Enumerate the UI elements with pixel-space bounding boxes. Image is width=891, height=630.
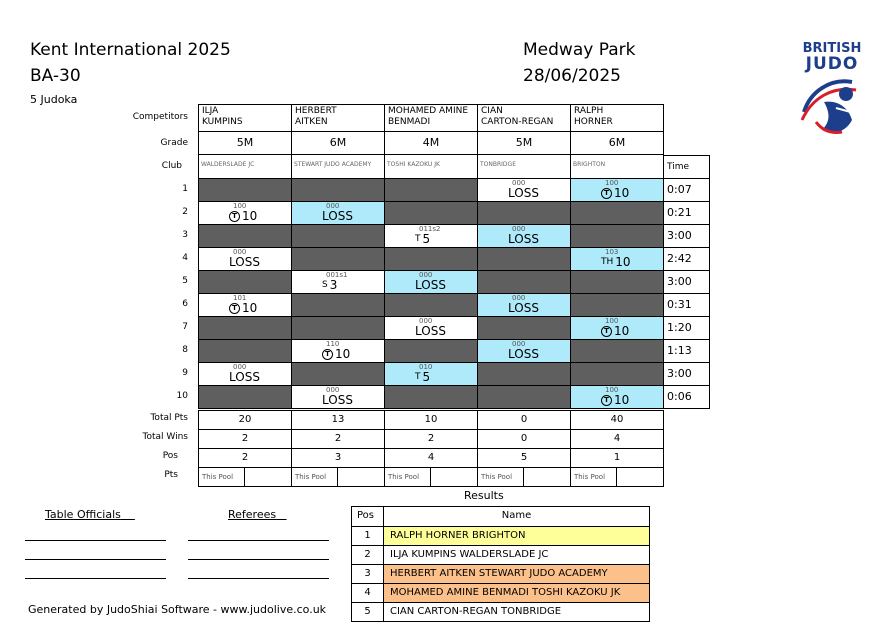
total-wins-cell: 4 — [570, 429, 664, 449]
british-judo-logo — [796, 42, 868, 146]
official-signature-line — [25, 578, 166, 579]
this-pool-cell: This Pool — [570, 467, 617, 487]
result-text: 10 — [614, 393, 630, 407]
score-code: 011s2 — [419, 225, 441, 233]
match-number: 5 — [182, 276, 188, 286]
match-cell — [570, 316, 664, 340]
results-pos-header: Pos — [351, 506, 384, 527]
competitor-last-name: HORNER — [574, 117, 613, 127]
match-cell — [291, 339, 385, 363]
competitor-grade: 6M — [570, 131, 664, 155]
competitor-first-name: ILJA — [202, 106, 219, 116]
result-pos: 5 — [351, 602, 384, 622]
competitor-name-cell — [198, 104, 292, 132]
match-cell — [198, 201, 292, 225]
result-text: 10 — [614, 324, 630, 338]
match-cell — [477, 178, 571, 202]
match-result — [322, 209, 353, 223]
match-time: 3:00 — [663, 270, 710, 294]
match-cell — [570, 224, 664, 248]
competitor-club: BRIGHTON — [570, 154, 664, 179]
match-time: 0:31 — [663, 293, 710, 317]
score-code: 000 — [233, 248, 247, 256]
match-result — [508, 232, 539, 246]
match-result — [601, 255, 631, 269]
match-cell — [384, 316, 478, 340]
match-cell — [477, 224, 571, 248]
score-code: 001s1 — [326, 271, 348, 279]
competitor-club: TONBRIDGE — [477, 154, 571, 179]
match-cell — [477, 362, 571, 386]
competitor-first-name: CIAN — [481, 106, 503, 116]
match-cell — [570, 339, 664, 363]
pool-points-cell — [616, 467, 664, 487]
result-text: 10 — [614, 186, 630, 200]
competitor-last-name: KUMPINS — [202, 117, 243, 127]
match-cell — [477, 385, 571, 409]
match-cell — [570, 201, 664, 225]
competitor-name-cell — [291, 104, 385, 132]
result-name: RALPH HORNER BRIGHTON — [383, 526, 650, 546]
result-text: 10 — [242, 301, 258, 315]
match-cell — [384, 224, 478, 248]
result-name: MOHAMED AMINE BENMADI TOSHI KAZOKU JK — [383, 583, 650, 603]
score-code: 000 — [419, 271, 433, 279]
total-pts-cell: 20 — [198, 410, 292, 430]
result-text: LOSS — [229, 370, 260, 384]
match-number: 3 — [182, 230, 188, 240]
competitor-last-name: CARTON-REGAN — [481, 117, 554, 127]
match-result — [415, 370, 430, 384]
referee-signature-line — [188, 540, 329, 541]
result-text: LOSS — [415, 324, 446, 338]
competitor-name-cell — [384, 104, 478, 132]
match-result — [229, 370, 260, 384]
competitor-first-name: RALPH — [574, 106, 604, 116]
footer-credit: Generated by JudoShiai Software - www.judolive.co.uk — [28, 603, 327, 616]
result-text: LOSS — [508, 186, 539, 200]
match-cell — [198, 385, 292, 409]
match-cell — [291, 247, 385, 271]
result-pos: 1 — [351, 526, 384, 546]
match-cell — [570, 293, 664, 317]
match-cell — [384, 362, 478, 386]
result-name: HERBERT AITKEN STEWART JUDO ACADEMY — [383, 564, 650, 584]
match-cell — [198, 316, 292, 340]
competitor-grade: 6M — [291, 131, 385, 155]
match-time: 0:07 — [663, 178, 710, 202]
score-code: 100 — [605, 179, 619, 187]
result-pos: 3 — [351, 564, 384, 584]
score-code: 000 — [326, 202, 340, 210]
pos-cell: 2 — [198, 448, 292, 468]
club-label: Club — [161, 161, 182, 171]
match-cell — [198, 362, 292, 386]
score-code: 000 — [512, 179, 526, 187]
match-number: 7 — [182, 322, 188, 332]
match-cell — [477, 201, 571, 225]
match-result — [415, 278, 446, 292]
result-pos: 4 — [351, 583, 384, 603]
ippon-icon: T — [601, 326, 612, 337]
results-heading: Results — [464, 489, 504, 502]
result-text: LOSS — [322, 209, 353, 223]
result-text: LOSS — [508, 301, 539, 315]
match-cell — [570, 385, 664, 409]
result-text: LOSS — [229, 255, 260, 269]
match-cell — [198, 339, 292, 363]
competitor-grade: 4M — [384, 131, 478, 155]
match-cell — [198, 224, 292, 248]
match-time: 2:42 — [663, 247, 710, 271]
this-pool-cell: This Pool — [291, 467, 338, 487]
match-number: 10 — [176, 391, 188, 401]
match-number: 1 — [182, 184, 188, 194]
referees-label: Referees — [228, 508, 277, 521]
match-result — [415, 232, 430, 246]
category-label: BA-30 — [30, 66, 81, 86]
competitor-last-name: BENMADI — [388, 117, 431, 127]
match-cell — [570, 270, 664, 294]
ippon-icon: T — [322, 349, 333, 360]
date-label: 28/06/2025 — [523, 66, 621, 86]
result-text: LOSS — [415, 278, 446, 292]
ippon-icon: T — [601, 395, 612, 406]
match-number: 6 — [182, 299, 188, 309]
match-cell — [570, 178, 664, 202]
match-result — [601, 324, 629, 338]
match-cell — [570, 362, 664, 386]
match-result — [508, 301, 539, 315]
match-result — [415, 324, 446, 338]
result-text: 10 — [615, 255, 631, 269]
match-cell — [384, 178, 478, 202]
result-pos: 2 — [351, 545, 384, 565]
logo-text-line2: JUDO — [805, 54, 859, 74]
event-title: Kent International 2025 — [30, 40, 231, 60]
result-text: 10 — [335, 347, 351, 361]
table-officials-label: Table Officials — [45, 508, 121, 521]
match-result — [229, 255, 260, 269]
competitor-grade: 5M — [477, 131, 571, 155]
match-cell — [384, 201, 478, 225]
match-cell — [384, 385, 478, 409]
competitor-last-name: AITKEN — [295, 117, 328, 127]
total-pts-cell: 10 — [384, 410, 478, 430]
total-pts-cell: 0 — [477, 410, 571, 430]
match-cell — [291, 385, 385, 409]
pos-label: Pos — [162, 451, 178, 461]
ippon-icon: T — [229, 211, 240, 222]
score-code: 103 — [605, 248, 619, 256]
official-signature-line — [25, 559, 166, 560]
logo-text-line1: BRITISH — [802, 41, 862, 56]
competitor-first-name: MOHAMED AMINE — [388, 106, 469, 116]
pool-points-cell — [337, 467, 385, 487]
score-code: 100 — [605, 386, 619, 394]
pos-cell: 1 — [570, 448, 664, 468]
competitor-club: STEWART JUDO ACADEMY — [291, 154, 385, 179]
judo-figure-icon — [796, 72, 868, 142]
match-cell — [477, 270, 571, 294]
match-time: 0:06 — [663, 385, 710, 409]
score-code: 000 — [512, 340, 526, 348]
score-prefix: S — [322, 280, 328, 290]
pts-label: Pts — [164, 470, 178, 480]
pos-cell: 5 — [477, 448, 571, 468]
result-name: ILJA KUMPINS WALDERSLADE JC — [383, 545, 650, 565]
match-cell — [291, 362, 385, 386]
match-time: 1:13 — [663, 339, 710, 363]
match-time: 0:21 — [663, 201, 710, 225]
total-wins-cell: 0 — [477, 429, 571, 449]
match-time: 3:00 — [663, 362, 710, 386]
ippon-icon: T — [229, 303, 240, 314]
total-wins-cell: 2 — [198, 429, 292, 449]
match-cell — [384, 270, 478, 294]
score-code: 101 — [233, 294, 247, 302]
score-code: 100 — [605, 317, 619, 325]
pool-points-cell — [430, 467, 478, 487]
pos-cell: 4 — [384, 448, 478, 468]
match-cell — [384, 293, 478, 317]
competitor-name-cell — [477, 104, 571, 132]
competitor-club: WALDERSLADE JC — [198, 154, 292, 179]
match-result — [322, 347, 350, 361]
competitor-club: TOSHI KAZOKU JK — [384, 154, 478, 179]
match-time: 3:00 — [663, 224, 710, 248]
match-result — [229, 301, 257, 315]
match-cell — [291, 178, 385, 202]
judoka-count: 5 Judoka — [30, 93, 78, 106]
result-text: LOSS — [508, 232, 539, 246]
competitor-grade: 5M — [198, 131, 292, 155]
result-text: 5 — [422, 370, 431, 384]
match-number: 9 — [182, 368, 188, 378]
score-code: 100 — [233, 202, 247, 210]
match-cell — [291, 270, 385, 294]
referee-signature-line — [188, 578, 329, 579]
total-wins-label: Total Wins — [142, 432, 188, 442]
match-time: 1:20 — [663, 316, 710, 340]
referee-signature-line — [188, 559, 329, 560]
match-cell — [198, 270, 292, 294]
total-pts-label: Total Pts — [150, 413, 188, 423]
result-text: LOSS — [508, 347, 539, 361]
match-cell — [291, 224, 385, 248]
grade-label: Grade — [160, 138, 188, 148]
this-pool-cell: This Pool — [477, 467, 524, 487]
competitor-name-cell — [570, 104, 664, 132]
total-wins-cell: 2 — [384, 429, 478, 449]
result-text: 3 — [329, 278, 338, 292]
pool-points-cell — [244, 467, 292, 487]
pool-points-cell — [523, 467, 571, 487]
total-wins-cell: 2 — [291, 429, 385, 449]
match-result — [322, 278, 337, 292]
match-result — [508, 347, 539, 361]
match-cell — [384, 247, 478, 271]
score-code: 000 — [419, 317, 433, 325]
official-signature-line — [25, 540, 166, 541]
total-pts-cell: 40 — [570, 410, 664, 430]
this-pool-cell: This Pool — [384, 467, 431, 487]
match-cell — [291, 316, 385, 340]
match-result — [508, 186, 539, 200]
time-header: Time — [663, 155, 710, 179]
competitor-first-name: HERBERT — [295, 106, 337, 116]
pos-cell: 3 — [291, 448, 385, 468]
result-name: CIAN CARTON-REGAN TONBRIDGE — [383, 602, 650, 622]
score-code: 110 — [326, 340, 340, 348]
score-prefix: T — [415, 372, 421, 382]
match-cell — [477, 293, 571, 317]
score-code: 000 — [512, 225, 526, 233]
match-cell — [198, 178, 292, 202]
match-result — [322, 393, 353, 407]
result-text: LOSS — [322, 393, 353, 407]
score-code: 000 — [326, 386, 340, 394]
match-cell — [384, 339, 478, 363]
venue-label: Medway Park — [523, 40, 636, 60]
score-prefix: TH — [601, 257, 614, 267]
score-code: 000 — [512, 294, 526, 302]
match-number: 4 — [182, 253, 188, 263]
match-result — [601, 393, 629, 407]
ippon-icon: T — [601, 188, 612, 199]
match-cell — [291, 293, 385, 317]
total-pts-cell: 13 — [291, 410, 385, 430]
match-result — [601, 186, 629, 200]
match-cell — [477, 339, 571, 363]
match-cell — [198, 293, 292, 317]
match-cell — [570, 247, 664, 271]
match-number: 2 — [182, 207, 188, 217]
this-pool-cell: This Pool — [198, 467, 245, 487]
match-result — [229, 209, 257, 223]
match-cell — [477, 247, 571, 271]
result-text: 5 — [422, 232, 431, 246]
score-code: 000 — [233, 363, 247, 371]
match-cell — [477, 316, 571, 340]
result-text: 10 — [242, 209, 258, 223]
match-cell — [198, 247, 292, 271]
score-prefix: T — [415, 234, 421, 244]
score-code: 010 — [419, 363, 433, 371]
match-cell — [291, 201, 385, 225]
match-number: 8 — [182, 345, 188, 355]
results-name-header: Name — [383, 506, 650, 527]
competitors-label: Competitors — [132, 112, 188, 122]
